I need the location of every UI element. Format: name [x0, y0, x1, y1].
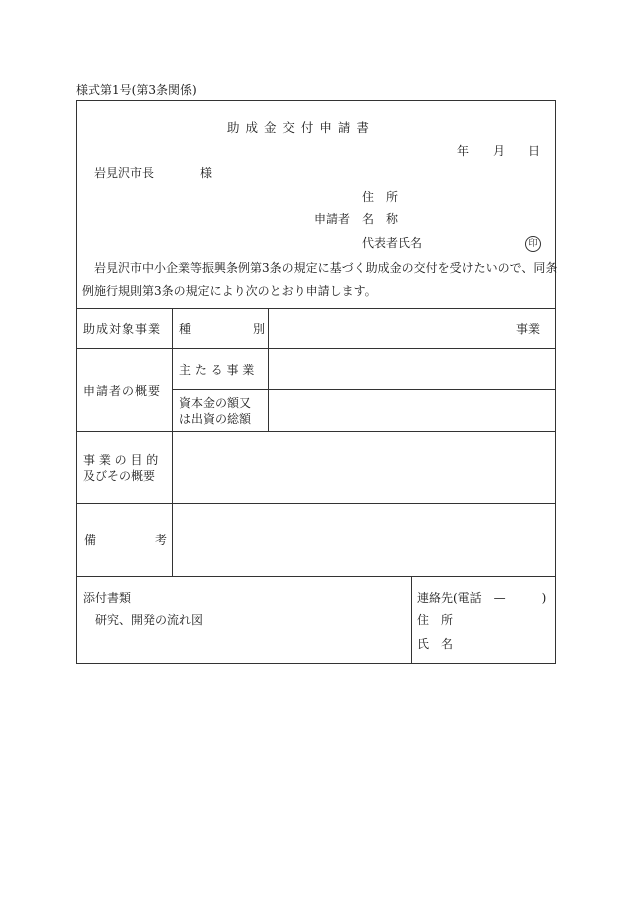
row-label-applicant-overview: 申請者の概要 — [83, 384, 162, 398]
sublabel-main-business: 主 た る 事 業 — [179, 363, 255, 377]
representative-name-label: 代表者氏名 — [362, 236, 423, 250]
date-month-label: 月 — [493, 144, 506, 158]
page-title: 助 成 金 交 付 申 請 書 — [227, 120, 370, 135]
row-label-remarks-left: 備 — [84, 533, 97, 547]
contact-phone-label: 連絡先(電話 — ) — [417, 591, 547, 605]
divider-sublabel-column — [268, 309, 269, 431]
row-label-subsidized-business: 助成対象事業 — [83, 322, 162, 336]
divider-row2-inner — [173, 389, 556, 390]
attachment-item: 研究、開発の流れ図 — [95, 613, 204, 627]
divider-contact-column — [411, 577, 412, 663]
row-label-remarks-right: 考 — [155, 533, 168, 547]
contact-name-label: 氏 名 — [417, 637, 454, 651]
form-number-label: 様式第1号(第3条関係) — [76, 83, 197, 97]
divider-label-column — [172, 309, 173, 576]
divider-header-table — [77, 308, 556, 309]
sublabel-type-right: 別 — [253, 322, 266, 336]
applicant-name-label: 名 称 — [362, 212, 399, 226]
sublabel-capital-line-1: 資本金の額又 — [179, 396, 252, 410]
application-form-frame — [76, 100, 556, 664]
row-label-purpose-line-1: 事 業 の 目 的 — [83, 453, 159, 467]
body-text-line-2: 例施行規則第3条の規定により次のとおり申請します。 — [82, 284, 377, 298]
divider-row1 — [77, 348, 556, 349]
body-text-line-1: 岩見沢市中小企業等振興条例第3条の規定に基づく助成金の交付を受けたいので、同条 — [94, 261, 558, 275]
date-day-label: 日 — [528, 144, 541, 158]
date-year-label: 年 — [457, 144, 470, 158]
sublabel-type-left: 種 — [179, 322, 192, 336]
sublabel-capital-line-2: は出資の総額 — [179, 412, 252, 426]
divider-row4 — [77, 576, 556, 577]
attachments-label: 添付書類 — [83, 591, 132, 605]
divider-row3 — [77, 503, 556, 504]
business-type-suffix: 事業 — [516, 322, 541, 336]
addressee-honorific: 様 — [200, 166, 213, 180]
applicant-label: 申請者 — [314, 212, 351, 226]
seal-mark-icon: 印 — [525, 236, 541, 252]
addressee-name: 岩見沢市長 — [94, 166, 155, 180]
applicant-address-label: 住 所 — [362, 190, 399, 204]
row-label-purpose-line-2: 及びその概要 — [83, 469, 156, 483]
divider-row2 — [77, 431, 556, 432]
contact-address-label: 住 所 — [417, 613, 454, 627]
